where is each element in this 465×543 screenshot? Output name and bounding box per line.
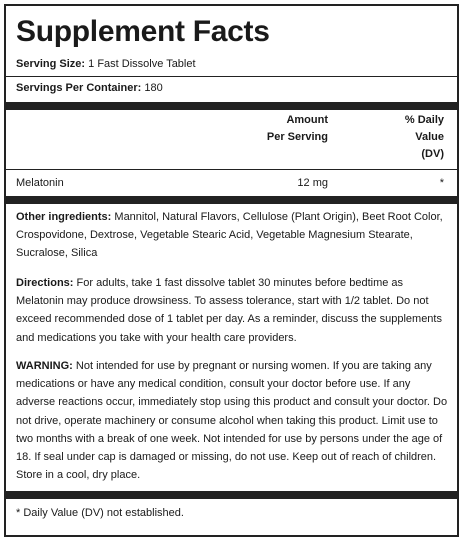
serving-size-value: 1 Fast Dissolve Tablet [88, 58, 196, 70]
nutrient-amount: 12 mg [297, 177, 328, 189]
amount-header [246, 112, 328, 146]
warning-label: WARNING: [16, 360, 73, 372]
serving-size-label: Serving Size: [16, 58, 86, 70]
directions-label: Directions: [16, 277, 74, 289]
thick-divider [6, 102, 457, 110]
servings-per-container-label: Servings Per Container: [16, 82, 142, 94]
divider [6, 169, 457, 170]
servings-per-container-value: 180 [144, 82, 163, 94]
directions-text: For adults, take 1 fast dissolve tablet 30 minutes before bedtime as Melatonin may produce drowsiness. To assess tolerance, start with 1/2 tablet. Do not exceed recommended dose of 1 tablet per day. As a reminder, discuss the supplements and medications you take with your health care providers. [16, 277, 442, 344]
supplement-facts-panel [4, 4, 459, 537]
servings-per-container-row [16, 81, 163, 95]
warning [16, 357, 448, 484]
nutrient-name: Melatonin [16, 177, 64, 189]
warning-text: Not intended for use by pregnant or nursing women. If you are taking any medications or have any medical condition, consult your doctor before use. If any adverse reactions occur, immediately stop using this product and consult your doctor. Do not drive, operate machinery or consume alcohol when taking this product. Limit use to two months with a break of one week. Not intended for use by persons under the age of 18. If seal under cap is damaged or missing, do not use. Keep out of reach of children. Store in a cool, dry place. [16, 360, 448, 482]
daily-value-header [366, 112, 444, 163]
thick-divider [6, 196, 457, 204]
footnote: * Daily Value (DV) not established. [16, 507, 184, 519]
panel-title: Supplement Facts [16, 15, 270, 48]
daily-value-header-line3: (DV) [421, 148, 444, 160]
daily-value-header-line2: Value [415, 131, 444, 143]
other-ingredients-label: Other ingredients: [16, 211, 112, 223]
serving-size-row [16, 57, 196, 71]
nutrient-dv: * [439, 177, 444, 189]
thick-divider [6, 491, 457, 499]
other-ingredients-text: Mannitol, Natural Flavors, Cellulose (Plant Origin), Beet Root Color, Crospovidone, Dextrose, Vegetable Stearic Acid, Vegetable Magnesium Stearate, Sucralose, Silica [16, 211, 443, 260]
divider [6, 76, 457, 77]
daily-value-header-line1: % Daily [404, 114, 444, 126]
amount-header-line1: Amount [286, 114, 328, 126]
directions [16, 274, 448, 347]
other-ingredients [16, 208, 448, 263]
amount-header-line2: Per Serving [266, 131, 328, 143]
